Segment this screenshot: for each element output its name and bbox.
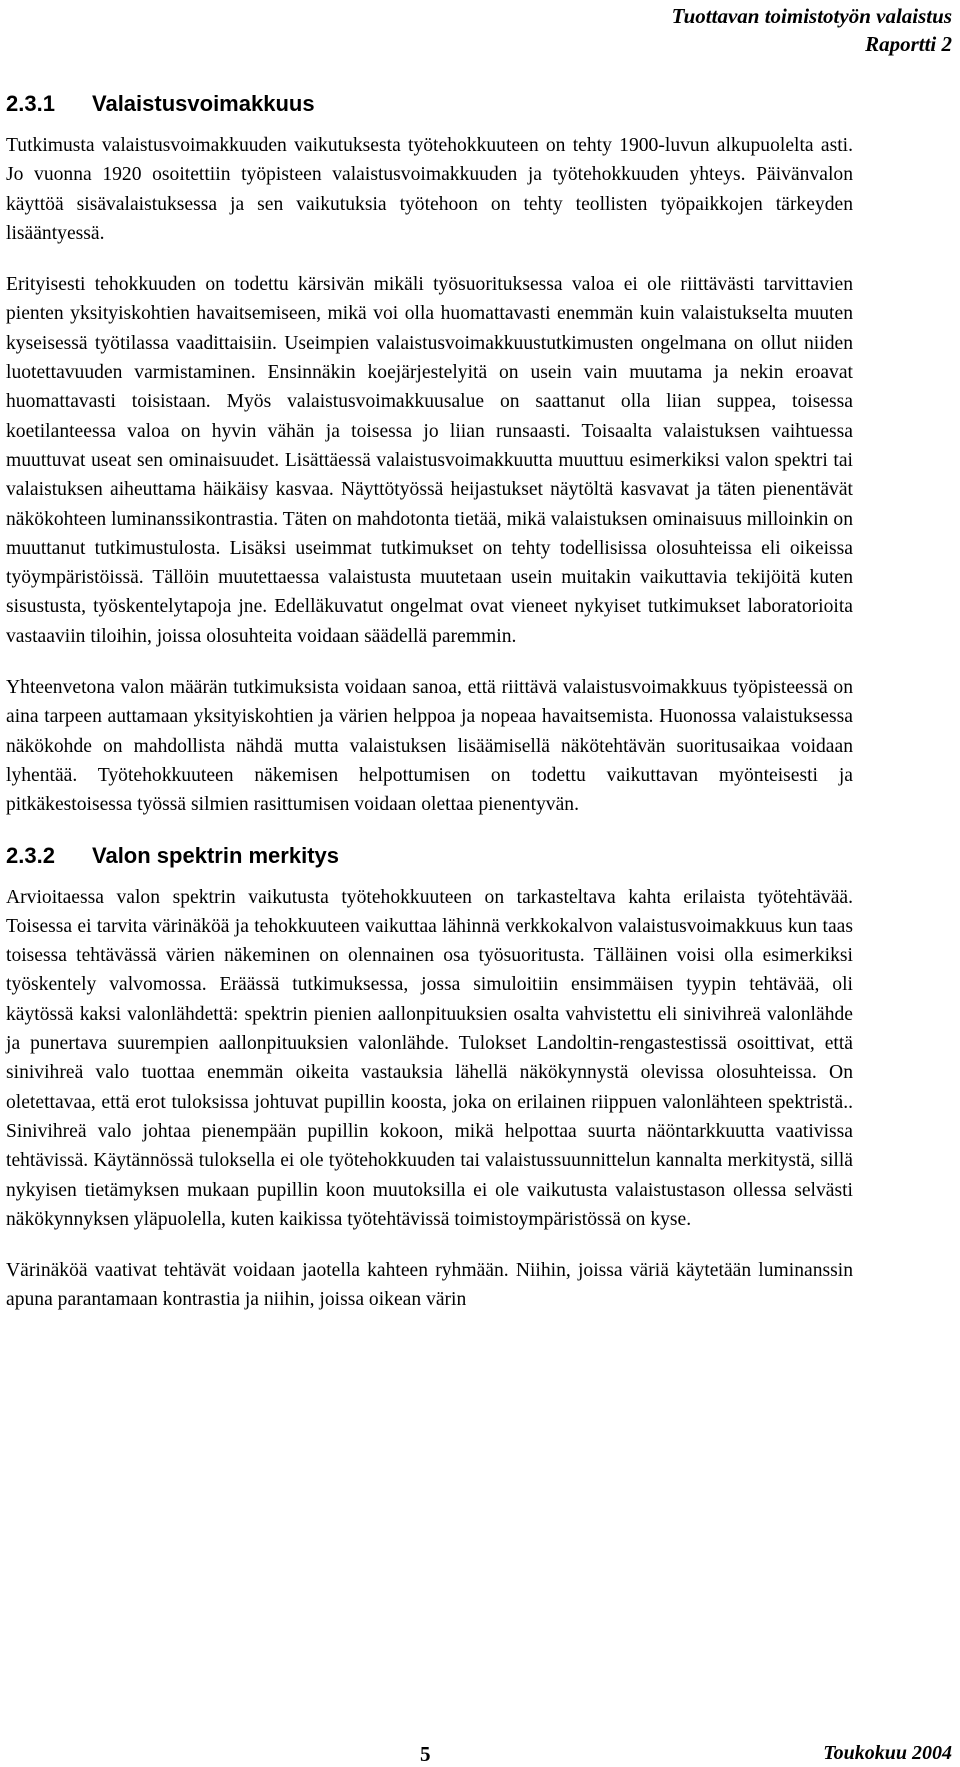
section-heading-1 xyxy=(6,90,853,118)
document-body xyxy=(6,90,853,1337)
paragraph: Arvioitaessa valon spektrin vaikutusta työtehokkuuteen on tarkasteltava kahta erilaista työtehtävää. Toisessa ei tarvita värinäköä ja tehokkuuteen vaikuttaa lähinnä verkkokalvon valaistusvoimakkuus kun taas toisessa tehtävässä värien näkeminen on olennainen osa työsuoritusta. Tälläinen voisi olla esimerkiksi työskentely valvomossa. Eräässä tutkimuksessa, jossa simuloitiin ensimmäisen tyypin tehtävää, oli käytössä kaksi valonlähdettä: spektrin pienien aallonpituuksien osalta vahvistettu eli sinivihreä valonlähde ja punertava suurempien aallonpituuksien valonlähde. Tulokset Landoltin-rengastestissä osoittivat, että sinivihreä valo tuottaa enemmän oikeita vastauksia lähellä näkökynnystä olevissa olosuhteissa. On oletettavaa, että erot tuloksissa johtuvat pupillin koosta, joka on erilainen riippuen valonlähteen spektristä.. Sinivihreä valo johtaa pienempään pupillin kokoon, mikä helpottaa suurta näöntarkkuutta vaativissa tehtävissä. Käytännössä tuloksella ei ole työtehokkuuden tai valaistussuunnittelun kannalta merkitystä, sillä nykyisen tietämyksen mukaan pupillin koon muutoksilla ei ole vaikutusta valaistustason ollessa selvästi näkökynnyksen yläpuolella, kuten kaikissa työtehtävissä toimistoympäristössä on kyse. xyxy=(6,886,853,1230)
section-title: Valon spektrin merkitys xyxy=(92,842,339,868)
header-title: Tuottavan toimistotyön valaistus xyxy=(671,4,952,28)
header-subtitle: Raportti 2 xyxy=(865,32,952,56)
footer-date: Toukokuu 2004 xyxy=(823,1742,952,1764)
paragraph: Tutkimusta valaistusvoimakkuuden vaikutuksesta työtehokkuuteen on tehty 1900-luvun alkupuolelta asti. Jo vuonna 1920 osoitettiin työpisteen valaistusvoimakkuuden ja työtehokkuuden yhteys. Päivänvalon käyttöä sisävalaistuksessa ja sen vaikutuksia työtehoon on tehty teollisten työpaikkojen tärkeyden lisääntyessä. xyxy=(6,135,853,244)
section-number: 2.3.2 xyxy=(6,842,55,868)
paragraph: Yhteenvetona valon määrän tutkimuksista voidaan sanoa, että riittävä valaistusvoimakkuus työpisteessä on aina tarpeen auttamaan yksityiskohtien ja värien helppoa ja nopeaa havaitsemista. Huonossa valaistuksessa näkökohde on mahdollista nähdä mutta valaistuksen lisäämisellä näkötehtävän suoritusaikaa voidaan lyhentää. Työtehokkuuteen näkemisen helpottumisen on todettu vaikuttavan myönteisesti ja pitkäkestoisessa työssä silmien rasittumisen voidaan olettaa pienentyvän. xyxy=(6,677,853,816)
section-title: Valaistusvoimakkuus xyxy=(92,91,315,116)
paragraph: Värinäköä vaativat tehtävät voidaan jaotella kahteen ryhmään. Niihin, joissa väriä käytetään luminanssin apuna parantamaan kontrastia ja niihin, joissa oikean värin xyxy=(6,1260,853,1311)
section-number: 2.3.1 xyxy=(6,91,55,116)
page-header xyxy=(672,2,952,58)
paragraph: Erityisesti tehokkuuden on todettu kärsivän mikäli työsuorituksessa valoa ei ole riittävästi tarvittavien pienten yksityiskohtien havaitsemiseen, mikä voi olla huomattavasti enemmän kuin valaistukselta muuten kyseisessä työtilassa vaadittaisiin. Useimpien valaistusvoimakkuustutkimusten ongelmana on ollut niiden luotettavuuden varmistaminen. Ensinnäkin koejärjestelyitä on usein vain muutama ja nekin eroavat huomattavasti toisistaan. Myös valaistusvoimakkuusalue on saattanut olla liian suppea, toisessa koetilanteessa valoa on hyvin vähän ja toisessa jo liian runsaasti. Toisaalta valaistuksen vaihtuessa muuttuvat useat sen ominaisuudet. Lisättäessä valaistusvoimakkuutta muuttuu esimerkiksi valon spektri tai valaistuksen aiheuttama häikäisy kasvaa. Näyttötyössä heijastukset näytöltä kasvavat ja täten pienentävät näkökohteen luminanssikontrastia. Täten on mahdotonta tietää, mikä valaistuksen ominaisuus milloinkin on muuttanut tutkimustulosta. Lisäksi useimmat tutkimukset on tehty todellisissa olosuhteissa eli oikeissa työympäristöissä. Tällöin muutettaessa valaistusta muutetaan usein muitakin vaikuttavia tekijöitä kuten sisustusta, työskentelytapoja jne. Edelläkuvatut ongelmat ovat vieneet nykyiset tutkimukset laboratorioita vastaaviin tiloihin, joissa olosuhteita voidaan säädellä paremmin. xyxy=(6,274,853,647)
section-heading-2 xyxy=(6,842,853,870)
page-number: 5 xyxy=(420,1742,431,1766)
